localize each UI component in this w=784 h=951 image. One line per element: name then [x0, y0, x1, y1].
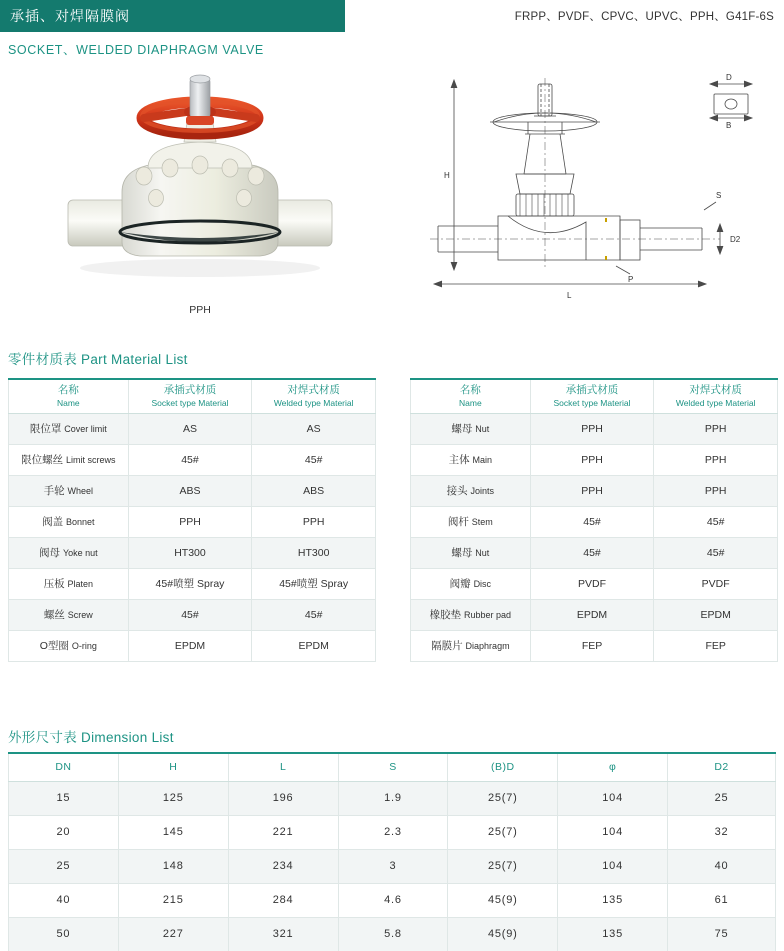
cell-phi: 135 [558, 917, 668, 951]
cell-h: 148 [118, 849, 228, 883]
figure-area [0, 62, 784, 337]
cell-part-name: 隔膜片 Diaphragm [411, 630, 531, 661]
cell-s: 5.8 [338, 917, 448, 951]
col-header-welded-cn: 对焊式材质 [287, 384, 340, 397]
table-row [9, 781, 776, 815]
cell-socket-material: AS [128, 413, 252, 444]
cell-d2: 75 [668, 917, 776, 951]
cell-dn: 20 [9, 815, 119, 849]
label-p: P [628, 275, 634, 284]
cell-part-name: 阀瓣 Disc [411, 568, 531, 599]
cell-part-name: O型圈 O-ring [9, 630, 129, 661]
cell-socket-material: 45# [530, 506, 654, 537]
table-row [411, 630, 778, 661]
cell-socket-material: 45# [128, 444, 252, 475]
cell-bd: 45(9) [448, 883, 558, 917]
cell-welded-material: PVDF [654, 568, 778, 599]
cell-socket-material: PPH [128, 506, 252, 537]
cell-l: 234 [228, 849, 338, 883]
cell-part-name: 阀母 Yoke nut [9, 537, 129, 568]
col-header-name: 名称 Name [411, 379, 531, 413]
cell-socket-material: 45# [128, 599, 252, 630]
col-header-s: S [338, 753, 448, 781]
col-header-socket-en: Socket type Material [151, 397, 229, 408]
cell-s: 1.9 [338, 781, 448, 815]
section-title-material: 零件材质表 Part Material List [8, 352, 188, 367]
cell-part-name: 压板 Platen [9, 568, 129, 599]
cell-socket-material: ABS [128, 475, 252, 506]
cell-socket-material: 45# [530, 537, 654, 568]
cell-welded-material: EPDM [654, 599, 778, 630]
dimension-table [8, 752, 776, 951]
col-header-socket-cn: 承插式材质 [163, 384, 217, 397]
cell-l: 196 [228, 781, 338, 815]
cell-part-name: 限位螺丝 Limit screws [9, 444, 129, 475]
table-row [9, 506, 376, 537]
diaphragm-valve-illustration [60, 72, 340, 302]
label-s: S [716, 191, 722, 200]
table-row [9, 475, 376, 506]
cell-part-name: 螺丝 Screw [9, 599, 129, 630]
product-photo [60, 72, 340, 302]
cell-socket-material: EPDM [128, 630, 252, 661]
cell-h: 145 [118, 815, 228, 849]
cell-welded-material: PPH [654, 413, 778, 444]
col-header-socket: 承插式材质 Socket type Material [530, 379, 654, 413]
page-title: 承插、对焊隔膜阀 [10, 8, 130, 24]
table-row [9, 815, 776, 849]
cell-socket-material: PPH [530, 444, 654, 475]
cell-h: 227 [118, 917, 228, 951]
cell-socket-material: PVDF [530, 568, 654, 599]
table-row [9, 537, 376, 568]
label-d: D [726, 73, 732, 82]
label-h: H [444, 171, 450, 180]
cell-welded-material: PPH [654, 475, 778, 506]
cell-part-name: 螺母 Nut [411, 413, 531, 444]
label-b: B [726, 121, 732, 130]
cell-d2: 25 [668, 781, 776, 815]
cell-welded-material: FEP [654, 630, 778, 661]
cell-welded-material: PPH [654, 444, 778, 475]
table-header-row [411, 379, 778, 413]
cell-socket-material: 45#喷塑 Spray [128, 568, 252, 599]
cell-welded-material: EPDM [252, 630, 376, 661]
cell-l: 221 [228, 815, 338, 849]
cell-h: 215 [118, 883, 228, 917]
table-row [9, 568, 376, 599]
table-row [9, 849, 776, 883]
label-d2: D2 [730, 235, 741, 244]
cell-part-name: 阀杆 Stem [411, 506, 531, 537]
cell-l: 321 [228, 917, 338, 951]
col-header-welded-en: Welded type Material [273, 397, 354, 408]
col-header-welded: 对焊式材质 Welded type Material [654, 379, 778, 413]
col-header-welded [252, 379, 376, 413]
table-row [9, 444, 376, 475]
table-row [411, 506, 778, 537]
cell-welded-material: ABS [252, 475, 376, 506]
col-header-socket [128, 379, 252, 413]
table-row [411, 599, 778, 630]
cell-part-name: 橡胶垫 Rubber pad [411, 599, 531, 630]
cell-welded-material: 45# [654, 506, 778, 537]
cell-phi: 135 [558, 883, 668, 917]
cell-socket-material: HT300 [128, 537, 252, 568]
section-title-dimension: 外形尺寸表 Dimension List [8, 730, 174, 745]
cell-dn: 40 [9, 883, 119, 917]
cell-welded-material: 45# [654, 537, 778, 568]
cell-part-name: 手轮 Wheel [9, 475, 129, 506]
table-row [411, 444, 778, 475]
col-header-name [9, 379, 129, 413]
cell-socket-material: PPH [530, 413, 654, 444]
cell-phi: 104 [558, 815, 668, 849]
col-header-d2: D2 [668, 753, 776, 781]
cell-welded-material: 45# [252, 599, 376, 630]
col-header-name-cn: 名称 [57, 384, 79, 397]
dimension-drawing [420, 70, 770, 315]
cell-part-name: 限位罩 Cover limit [9, 413, 129, 444]
cell-dn: 25 [9, 849, 119, 883]
cell-socket-material: FEP [530, 630, 654, 661]
col-header-name-en: Name [56, 397, 80, 408]
header-material-list: FRPP、PVDF、CPVC、UPVC、PPH、G41F-6S [514, 11, 774, 23]
col-header-h: H [118, 753, 228, 781]
cell-dn: 50 [9, 917, 119, 951]
table-row [411, 537, 778, 568]
label-l: L [567, 291, 572, 300]
table-row [9, 883, 776, 917]
cell-l: 284 [228, 883, 338, 917]
cell-bd: 45(9) [448, 917, 558, 951]
cell-part-name: 螺母 Nut [411, 537, 531, 568]
cell-socket-material: EPDM [530, 599, 654, 630]
cell-bd: 25(7) [448, 815, 558, 849]
table-row [411, 475, 778, 506]
table-row [411, 413, 778, 444]
cell-welded-material: 45# [252, 444, 376, 475]
cell-s: 3 [338, 849, 448, 883]
cell-s: 4.6 [338, 883, 448, 917]
cell-dn: 15 [9, 781, 119, 815]
cell-welded-material: 45#喷塑 Spray [252, 568, 376, 599]
cell-bd: 25(7) [448, 781, 558, 815]
table-row [9, 917, 776, 951]
header-title-bar [0, 0, 345, 32]
table-header-row [9, 753, 776, 781]
table-row [9, 413, 376, 444]
cell-part-name: 主体 Main [411, 444, 531, 475]
technical-drawing [420, 70, 770, 310]
photo-caption: PPH [189, 304, 211, 316]
page-subtitle-english: SOCKET、WELDED DIAPHRAGM VALVE [8, 43, 264, 57]
cell-part-name: 阀盖 Bonnet [9, 506, 129, 537]
material-table-left [8, 378, 376, 662]
cell-part-name: 接头 Joints [411, 475, 531, 506]
material-table-right [410, 378, 778, 662]
col-header-l: L [228, 753, 338, 781]
col-header-bd: (B)D [448, 753, 558, 781]
cell-d2: 61 [668, 883, 776, 917]
cell-welded-material: PPH [252, 506, 376, 537]
cell-d2: 32 [668, 815, 776, 849]
cell-welded-material: AS [252, 413, 376, 444]
table-header-row [9, 379, 376, 413]
cell-h: 125 [118, 781, 228, 815]
col-header-phi: φ [558, 753, 668, 781]
cell-s: 2.3 [338, 815, 448, 849]
col-header-dn: DN [9, 753, 119, 781]
cell-d2: 40 [668, 849, 776, 883]
table-row [9, 599, 376, 630]
cell-socket-material: PPH [530, 475, 654, 506]
cell-bd: 25(7) [448, 849, 558, 883]
table-row [9, 630, 376, 661]
cell-welded-material: HT300 [252, 537, 376, 568]
table-row [411, 568, 778, 599]
cell-phi: 104 [558, 781, 668, 815]
cell-phi: 104 [558, 849, 668, 883]
